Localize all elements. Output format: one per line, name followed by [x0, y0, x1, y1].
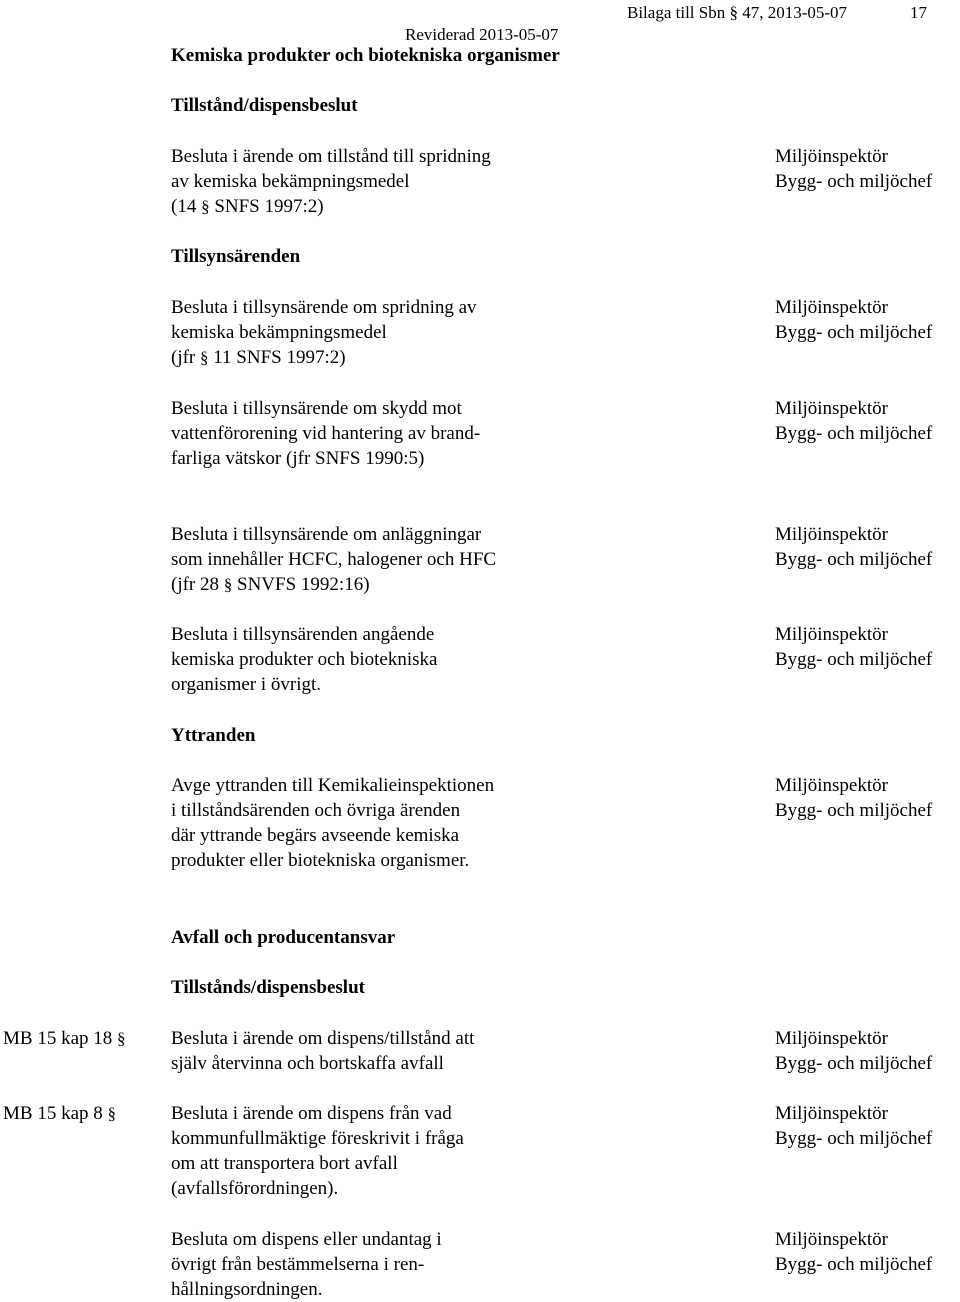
item-waste-recycling: Besluta i ärende om dispens/tillstånd att själv återvinna och bortskaffa avfall: [171, 1028, 475, 1074]
item-supervision-spreading: Besluta i tillsynsärende om spridning av kemiska bekämpningsmedel (jfr § 11 SNFS 1997:2): [171, 297, 477, 368]
item-water-protection: Besluta i tillsynsärende om skydd mot vattenförorening vid hantering av brand- farliga vätskor (jfr SNFS 1990:5): [171, 398, 481, 469]
section-title-chemicals: Kemiska produkter och biotekniska organismer: [171, 45, 560, 66]
annex-reference: Bilaga till Sbn § 47, 2013-05-07: [627, 0, 847, 25]
delegate-item1: Miljöinspektör Bygg- och miljöchef: [775, 146, 933, 192]
law-reference-item8: MB 15 kap 8 §: [3, 1103, 116, 1124]
section-title-waste: Avfall och producentansvar: [171, 927, 396, 948]
delegate-item2: Miljöinspektör Bygg- och miljöchef: [775, 297, 933, 343]
law-reference-item7: MB 15 kap 18 §: [3, 1028, 126, 1049]
subheading-supervision: Tillsynsärenden: [171, 246, 301, 267]
section-symbol: §: [223, 575, 233, 594]
subheading-waste-permits: Tillstånds/dispensbeslut: [171, 977, 365, 998]
page-number: 17: [910, 3, 927, 22]
item-statements: Avge yttranden till Kemikalieinspektionen i tillståndsärenden och övriga ärenden där yttrande begärs avseende kemiska produkter eller biotekniska organismer.: [171, 775, 495, 871]
item-waste-transport: Besluta i ärende om dispens från vad kommunfullmäktige föreskrivit i fråga om att transportera bort avfall (avfallsförordningen).: [171, 1103, 464, 1199]
delegate-item8: Miljöinspektör Bygg- och miljöchef: [775, 1103, 933, 1149]
section-symbol: §: [107, 1104, 116, 1123]
section-symbol: §: [729, 3, 738, 22]
subheading-permits: Tillstånd/dispensbeslut: [171, 95, 358, 116]
item-spreading-permit: Besluta i ärende om tillstånd till spridning av kemiska bekämpningsmedel (14 § SNFS 1997:2): [171, 146, 491, 217]
delegate-item4: Miljöinspektör Bygg- och miljöchef: [775, 524, 933, 570]
section-symbol: §: [201, 197, 210, 216]
item-cleaning-rules: Besluta om dispens eller undantag i övrigt från bestämmelserna i ren- hållningsordningen.: [171, 1229, 442, 1300]
item-other-chemicals: Besluta i tillsynsärenden angående kemiska produkter och biotekniska organismer i övrigt.: [171, 624, 438, 695]
delegate-item7: Miljöinspektör Bygg- och miljöchef: [775, 1028, 933, 1074]
delegate-item3: Miljöinspektör Bygg- och miljöchef: [775, 398, 933, 444]
delegate-item5: Miljöinspektör Bygg- och miljöchef: [775, 624, 933, 670]
delegate-item6: Miljöinspektör Bygg- och miljöchef: [775, 775, 933, 821]
delegate-item9: Miljöinspektör Bygg- och miljöchef: [775, 1229, 933, 1275]
item-hcfc-facilities: Besluta i tillsynsärende om anläggningar som innehåller HCFC, halogener och HFC (jfr 28 § SNVFS 1992:16): [171, 524, 497, 595]
revision-date: Reviderad 2013-05-07: [405, 25, 559, 44]
subheading-statements: Yttranden: [171, 725, 256, 746]
section-symbol: §: [117, 1029, 126, 1048]
section-symbol: §: [200, 348, 209, 367]
